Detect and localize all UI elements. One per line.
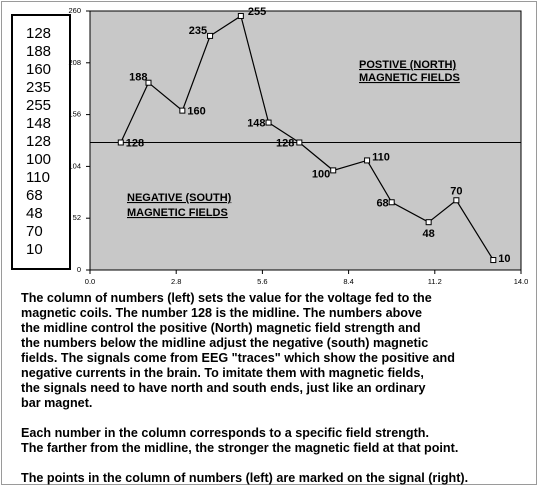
number-column-item: 128 xyxy=(26,133,52,150)
number-column-item: 110 xyxy=(26,169,50,186)
positive-field-label-line1: POSTIVE (NORTH) xyxy=(359,59,457,71)
data-label: 128 xyxy=(275,137,295,150)
caption-paragraph-3: The points in the column of numbers (left) are marked on the signal (right). xyxy=(21,471,469,485)
data-label: 68 xyxy=(376,197,389,210)
data-point xyxy=(331,168,336,173)
caption xyxy=(21,291,531,501)
negative-field-label-line1: NEGATIVE (SOUTH) xyxy=(127,192,232,204)
x-tick-label: 2.8 xyxy=(170,277,182,286)
y-tick-label: 52 xyxy=(72,213,81,223)
y-tick-label: 104 xyxy=(68,161,81,171)
data-label: 48 xyxy=(422,228,435,241)
number-column-item: 160 xyxy=(26,61,52,78)
number-column-item: 148 xyxy=(26,115,52,132)
y-tick-label: 0 xyxy=(76,265,81,274)
data-label: 128 xyxy=(125,137,145,150)
plot-area xyxy=(90,11,521,270)
number-column-item: 255 xyxy=(26,97,52,114)
y-tick-label: 156 xyxy=(68,109,81,119)
data-label: 10 xyxy=(498,253,511,266)
x-tick-label: 0.0 xyxy=(84,277,96,286)
x-tick-label: 11.2 xyxy=(427,277,442,286)
data-point xyxy=(365,158,370,163)
data-label: 110 xyxy=(372,151,390,164)
x-tick-label: 14.0 xyxy=(513,277,529,286)
number-column-item: 70 xyxy=(26,223,43,240)
data-point xyxy=(208,33,213,38)
x-tick-label: 5.6 xyxy=(257,277,268,286)
number-column-item: 10 xyxy=(26,241,43,258)
data-point xyxy=(266,120,271,125)
number-column-item: 68 xyxy=(26,187,43,204)
data-label: 255 xyxy=(247,5,267,18)
number-column-item: 128 xyxy=(26,25,52,42)
number-column-item: 235 xyxy=(26,79,52,96)
data-label: 188 xyxy=(129,71,148,84)
data-point xyxy=(180,108,185,113)
x-tick-label: 8.4 xyxy=(343,277,354,286)
y-tick-label: 208 xyxy=(68,57,81,67)
data-point xyxy=(118,140,123,145)
data-label: 148 xyxy=(247,117,266,130)
data-label: 70 xyxy=(450,185,463,198)
caption-paragraph-1: The column of numbers (left) sets the value for the voltage fed to the magnetic coils. The number 128 is the midline. The numbers above the midline control the positive (North) magnetic field strength and the numbers below the midline adjust the negative (south) magnetic fields. The signals come from EEG "traces" which show the positive and negative currents in the brain. To imitate them with magnetic fields, the signals need to have north and south ends, just like an ordinary bar magnet. xyxy=(21,291,455,410)
data-label: 100 xyxy=(311,168,331,181)
number-column-item: 48 xyxy=(26,205,43,222)
data-point xyxy=(389,200,394,205)
data-point xyxy=(491,258,496,263)
y-tick-label: 260 xyxy=(68,6,81,15)
data-point xyxy=(238,13,243,18)
data-point xyxy=(426,220,431,225)
positive-field-label-line2: MAGNETIC FIELDS xyxy=(359,72,460,84)
data-point xyxy=(297,140,302,145)
data-label: 235 xyxy=(188,24,208,37)
number-column-item: 188 xyxy=(26,43,52,60)
caption-paragraph-2: Each number in the column corresponds to a specific field strength. The farther from the midline, the stronger the magnetic field at that point. xyxy=(21,426,459,455)
negative-field-label-line2: MAGNETIC FIELDS xyxy=(127,207,228,219)
number-column-item: 100 xyxy=(26,151,52,168)
data-point xyxy=(454,198,459,203)
data-label: 160 xyxy=(187,105,206,118)
